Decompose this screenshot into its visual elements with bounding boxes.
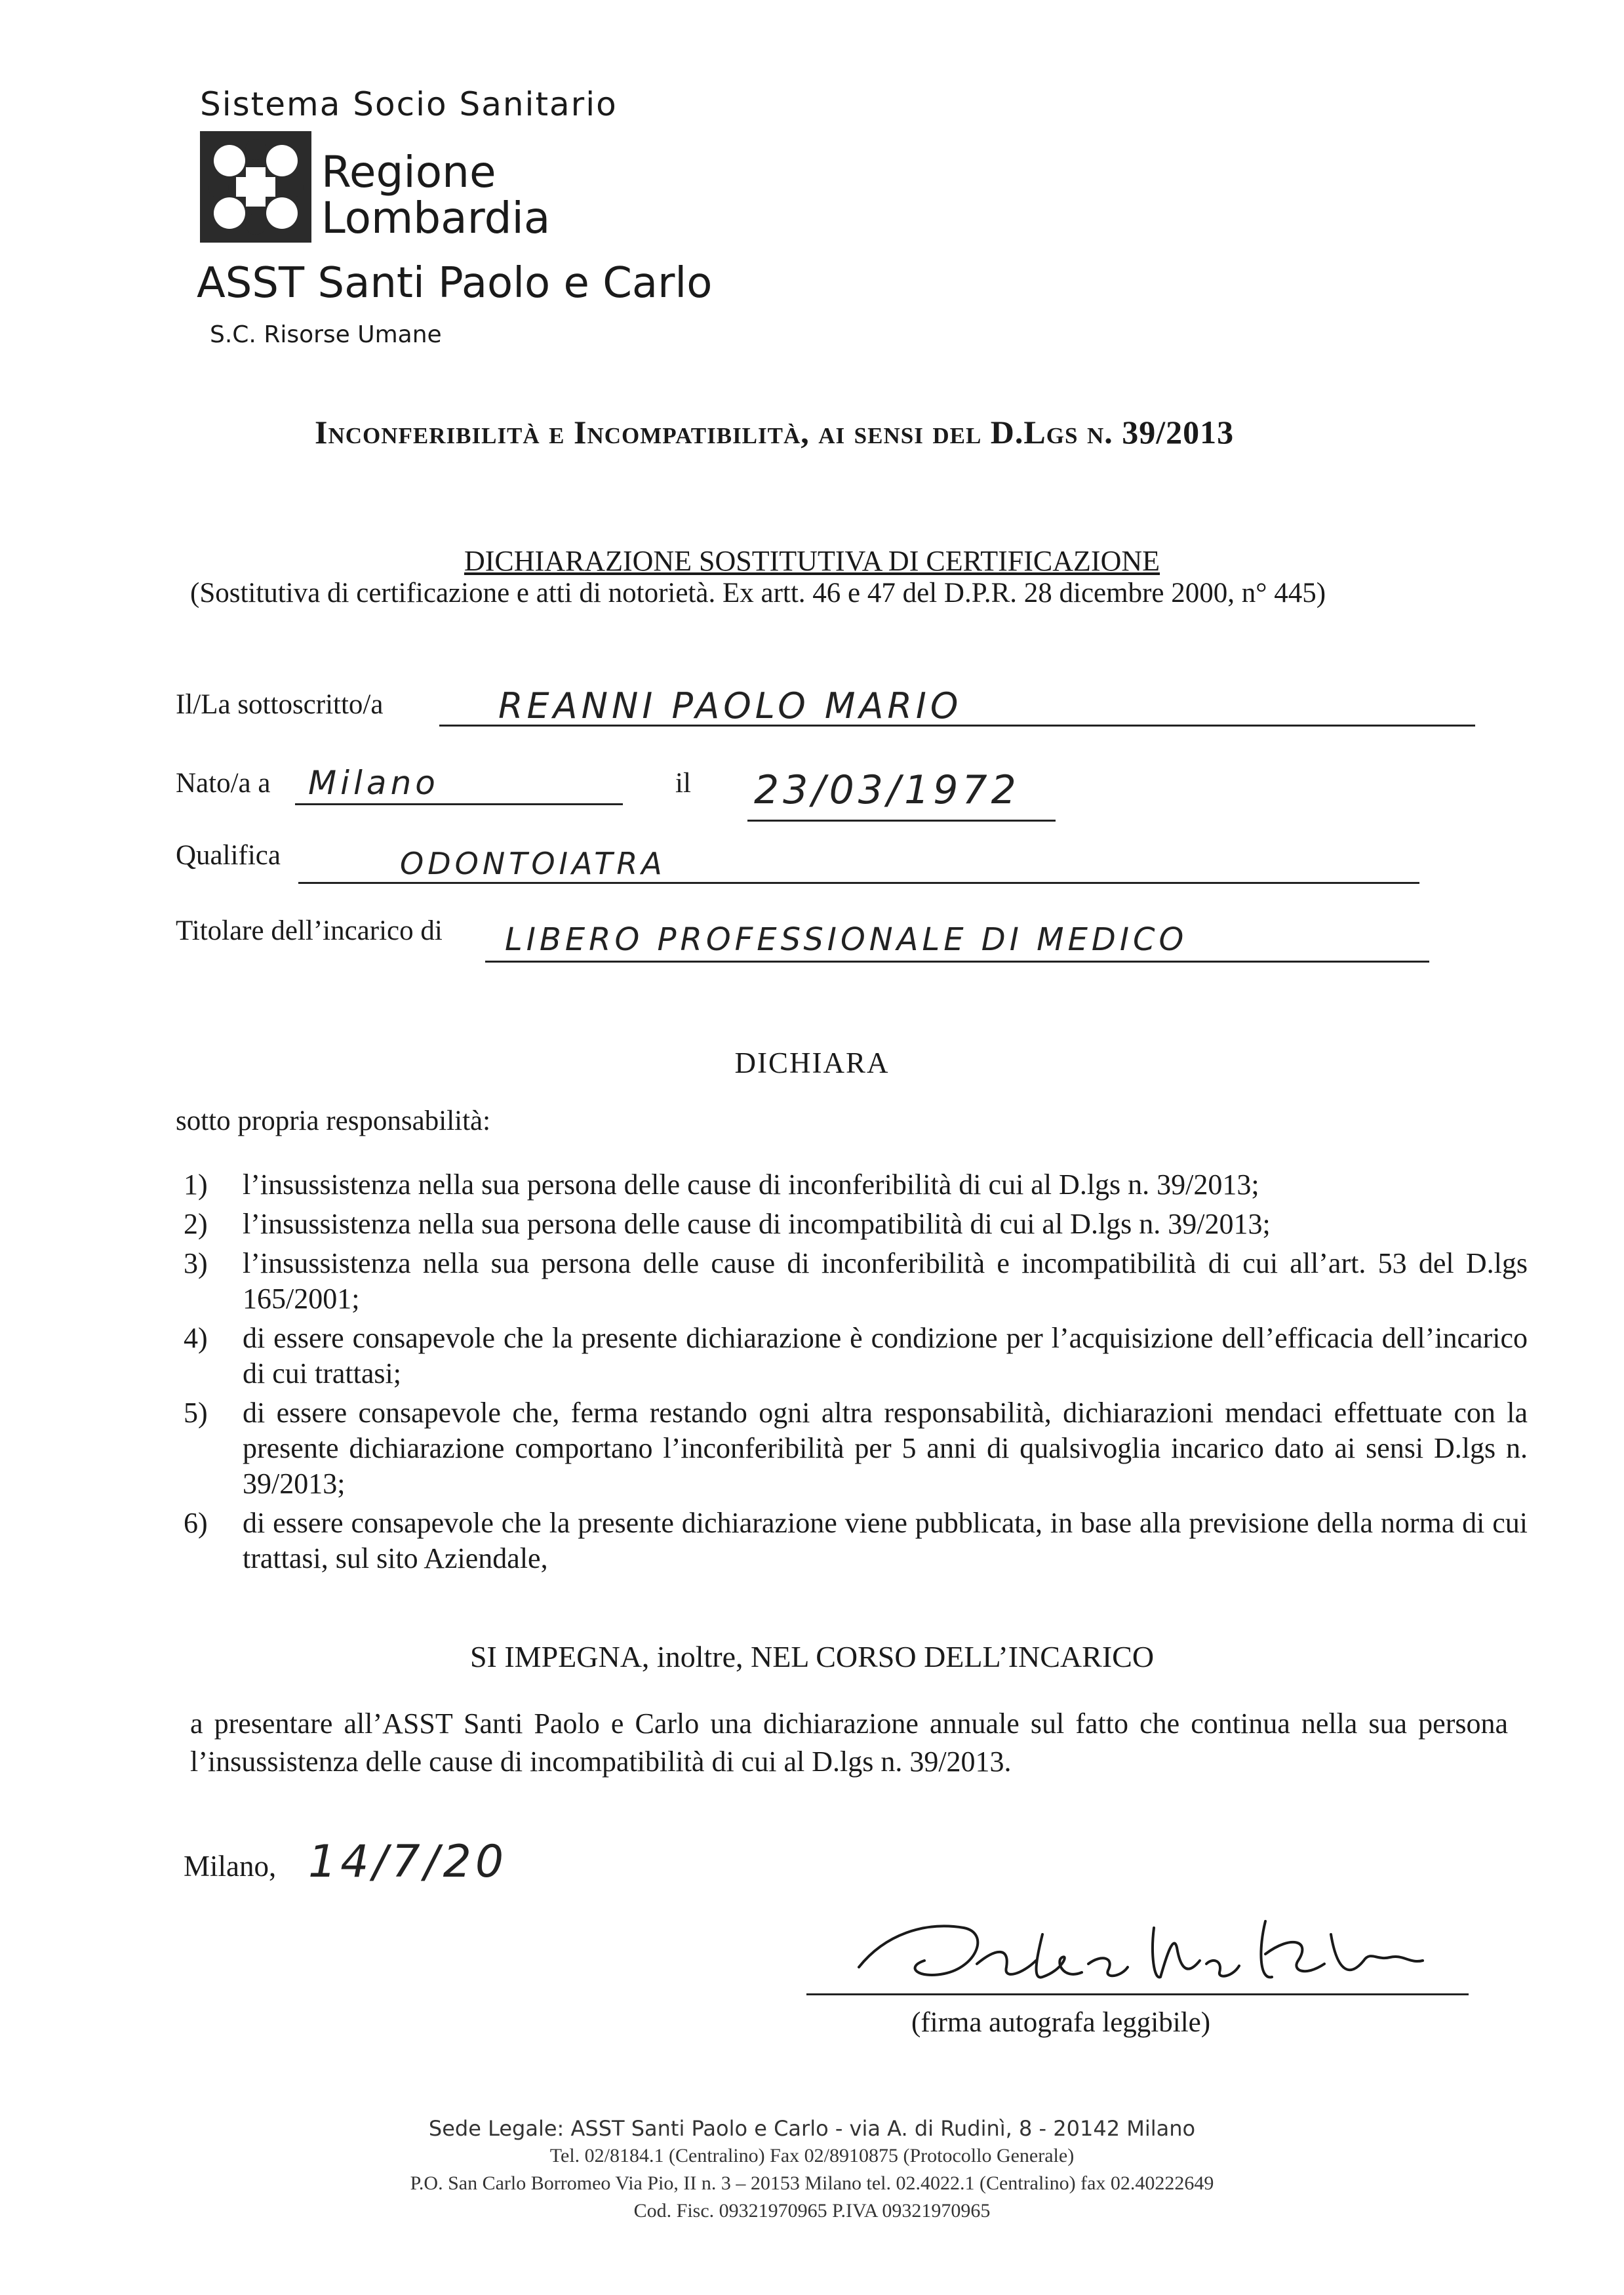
role-label: Titolare dell’incarico di (176, 915, 443, 946)
document-title: Inconferibilità e Incompatibilità, ai sensi del D.Lgs n. 39/2013 (315, 414, 1235, 450)
signature-caption: (firma autografa leggibile) (911, 2007, 1211, 2038)
footer-line-1: Sede Legale: ASST Santi Paolo e Carlo - via A. di Rudinì, 8 - 20142 Milano (428, 2116, 1196, 2141)
birthdate-line (747, 820, 1056, 822)
item-number: 1) (184, 1168, 208, 1201)
item-text: di essere consapevole che la presente dichiarazione è condizione per l’acquisizione dell’efficacia dell’incarico di cui trattasi; (243, 1322, 1528, 1389)
list-item (184, 1207, 1528, 1242)
footer-line-3: P.O. San Carlo Borromeo Via Pio, II n. 3 – 20153 Milano tel. 02.4022.1 (Centralino) fax 02.40222649 (410, 2172, 1214, 2194)
birthplace-value: Milano (308, 764, 439, 802)
asst-name: ASST Santi Paolo e Carlo (197, 259, 713, 308)
birthdate-label: il (675, 768, 691, 799)
item-text: di essere consapevole che la presente dichiarazione viene pubblicata, in base alla previsione della norma di cui trattasi, sul sito Aziendale, (243, 1507, 1528, 1574)
qualification-label: Qualifica (176, 840, 281, 871)
declaration-title: DICHIARAZIONE SOSTITUTIVA DI CERTIFICAZIONE (464, 545, 1160, 577)
list-item (184, 1395, 1528, 1502)
item-number: 6) (184, 1507, 208, 1539)
item-number: 3) (184, 1247, 208, 1279)
item-text: di essere consapevole che, ferma restando ogni altra responsabilità, dichiarazioni mendaci effettuate con la presente dichiarazione comportano l’inconferibilità per 5 anni di qualsivoglia incarico dato ai sensi D.lgs n. 39/2013; (243, 1397, 1528, 1500)
region-line-2: Lombardia (321, 193, 551, 243)
commitment-heading: SI IMPEGNA, inoltre, NEL CORSO DELL’INCARICO (469, 1640, 1155, 1673)
region-logo-icon (200, 131, 311, 243)
item-text: l’insussistenza nella sua persona delle cause di inconferibilità di cui al D.lgs n. 39/2013; (243, 1168, 1259, 1201)
department-name: S.C. Risorse Umane (210, 321, 442, 348)
footer-line-2: Tel. 02/8184.1 (Centralino) Fax 02/8910875 (Protocollo Generale) (549, 2145, 1075, 2166)
list-item (184, 1321, 1528, 1391)
region-name (321, 147, 551, 243)
responsibility-text: sotto propria responsabilità: (176, 1106, 491, 1136)
birthplace-label: Nato/a a (176, 768, 271, 799)
handwritten-signature (846, 1895, 1436, 2003)
footer (0, 2115, 1624, 2225)
commitment-text: a presentare all’ASST Santi Paolo e Carlo una dichiarazione annuale sul fatto che continua nella sua persona l’insussistenza delle cause di incompatibilità di cui al D.lgs n. 39/2013. (190, 1707, 1508, 1778)
list-item (184, 1506, 1528, 1576)
signing-date: 14/7/20 (308, 1836, 508, 1888)
signature-line (806, 1993, 1469, 1995)
item-number: 2) (184, 1208, 208, 1240)
qualification-line (298, 882, 1419, 884)
system-name: Sistema Socio Sanitario (200, 85, 618, 123)
role-line (485, 961, 1429, 963)
item-text: l’insussistenza nella sua persona delle cause di inconferibilità e incompatibilità di cui all’art. 53 del D.lgs 165/2001; (243, 1247, 1528, 1315)
declaration-subtitle: (Sostitutiva di certificazione e atti di notorietà. Ex artt. 46 e 47 del D.P.R. 28 dicembre 2000, n° 445) (190, 578, 1326, 609)
role-value: LIBERO PROFESSIONALE DI MEDICO (505, 921, 1188, 958)
qualification-value: ODONTOIATRA (400, 846, 666, 881)
list-item (184, 1246, 1528, 1317)
item-number: 4) (184, 1322, 208, 1354)
birthplace-line (295, 803, 623, 805)
place-label: Milano, (184, 1850, 277, 1883)
footer-line-4: Cod. Fisc. 09321970965 P.IVA 09321970965 (633, 2200, 991, 2222)
signatory-value: REANNI PAOLO MARIO (498, 685, 962, 727)
item-text: l’insussistenza nella sua persona delle cause di incompatibilità di cui al D.lgs n. 39/2013; (243, 1208, 1271, 1240)
dichiara-heading: DICHIARA (734, 1047, 890, 1079)
region-line-1: Regione (321, 147, 496, 197)
birthdate-value: 23/03/1972 (754, 767, 1020, 813)
list-item (184, 1167, 1528, 1203)
declaration-list (184, 1167, 1528, 1580)
item-number: 5) (184, 1397, 208, 1429)
signatory-label: Il/La sottoscritto/a (176, 689, 384, 720)
